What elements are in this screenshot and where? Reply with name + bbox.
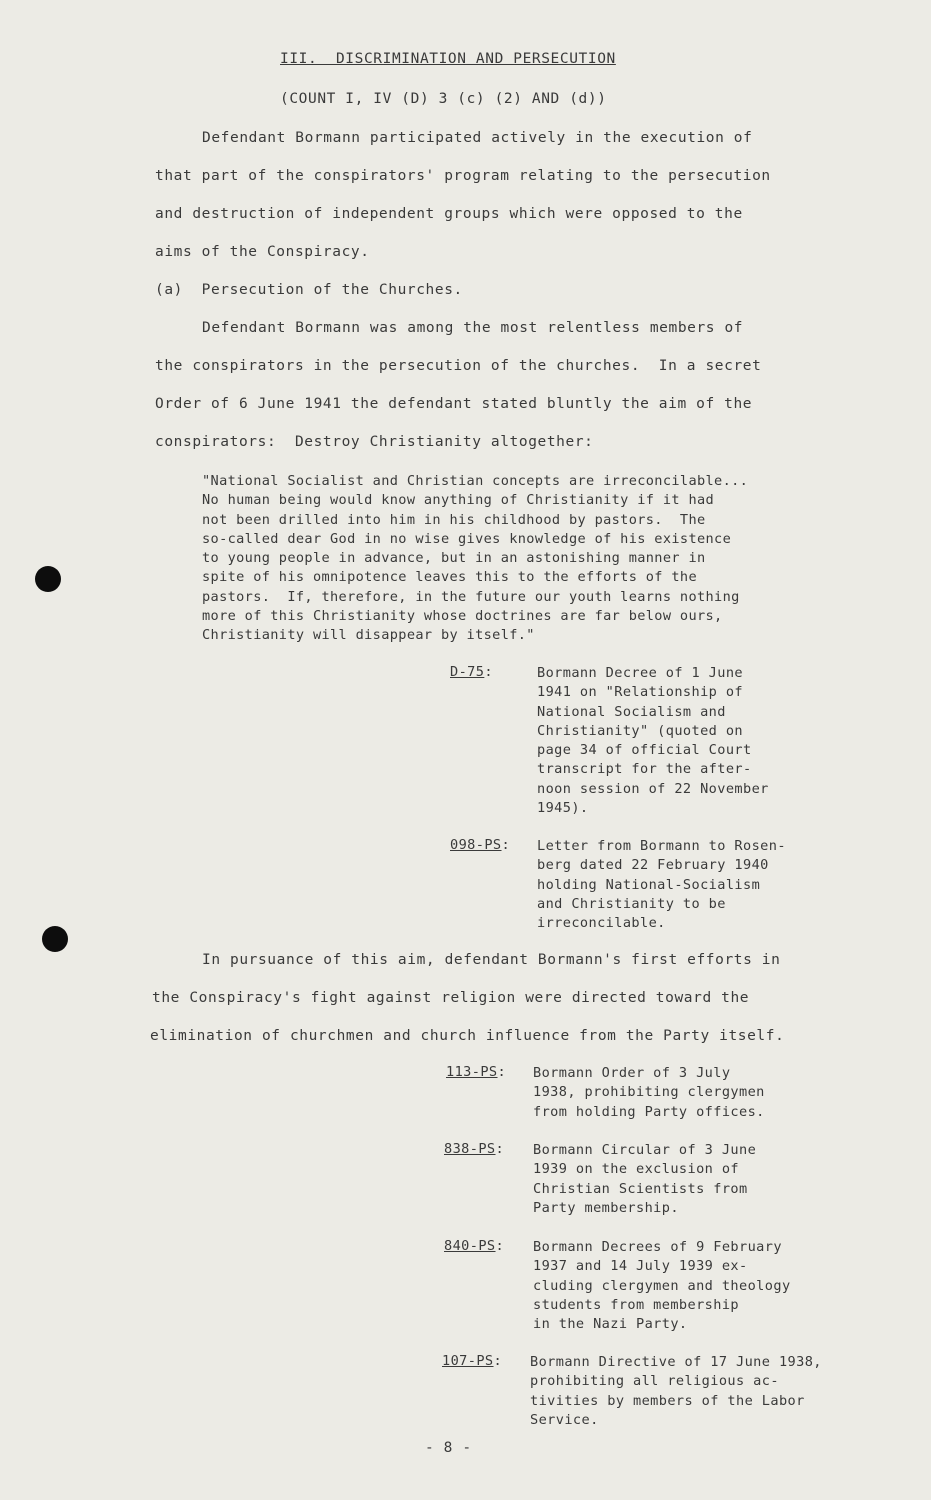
quote-line: to young people in advance, but in an astonishing manner in: [202, 550, 706, 567]
paragraph-line: Defendant Bormann was among the most relentless members of: [202, 320, 744, 336]
paragraph-line: and destruction of independent groups which were opposed to the: [155, 206, 743, 222]
citation-description: Bormann Order of 3 July 1938, prohibiting clergymen from holding Party offices.: [533, 1065, 765, 1120]
paragraph-line: Defendant Bormann participated actively in the execution of: [202, 130, 753, 146]
citation-code: 838-PS:: [444, 1141, 505, 1157]
section-subtitle: (COUNT I, IV (D) 3 (c) (2) AND (d)): [280, 91, 607, 107]
subsection-heading: (a) Persecution of the Churches.: [155, 282, 463, 298]
citation-code: 098-PS:: [450, 837, 511, 853]
paragraph-line: the Conspiracy's fight against religion were directed toward the: [152, 990, 750, 1006]
paragraph-line: Order of 6 June 1941 the defendant stated bluntly the aim of the: [155, 396, 753, 412]
citation-description: Bormann Directive of 17 June 1938, prohibiting all religious ac- tivities by members of the Labor Service.: [530, 1354, 822, 1428]
paragraph-line: that part of the conspirators' program relating to the persecution: [155, 168, 771, 184]
binder-hole: [35, 566, 61, 592]
binder-hole: [42, 926, 68, 952]
citation-code: 107-PS:: [442, 1353, 503, 1369]
citation-code: 840-PS:: [444, 1238, 505, 1254]
paragraph-line: conspirators: Destroy Christianity altogether:: [155, 434, 594, 450]
citation-code: 113-PS:: [446, 1064, 507, 1080]
citation-description: Letter from Bormann to Rosen- berg dated 22 February 1940 holding National-Socialism and Christianity to be irreconcilable.: [537, 838, 786, 932]
quote-line: No human being would know anything of Christianity if it had: [202, 492, 715, 509]
citation-code: D-75:: [450, 664, 493, 680]
quote-line: Christianity will disappear by itself.": [202, 627, 535, 644]
quote-line: pastors. If, therefore, in the future our youth learns nothing: [202, 588, 740, 605]
citation-description: Bormann Decrees of 9 February 1937 and 14 July 1939 ex- cluding clergymen and theology students from membership in the Nazi Party.: [533, 1239, 791, 1333]
paragraph-line: In pursuance of this aim, defendant Bormann's first efforts in: [202, 952, 781, 968]
paragraph-line: the conspirators in the persecution of the churches. In a secret: [155, 358, 762, 374]
citation-description: Bormann Decree of 1 June 1941 on "Relationship of National Socialism and Christianity" (quoted on page 34 of official Court transcript for the after- noon session of 22 November 1945).: [537, 665, 769, 817]
quote-line: not been drilled into him in his childhood by pastors. The: [202, 511, 706, 528]
quote-line: spite of his omnipotence leaves this to the efforts of the: [202, 569, 697, 586]
section-title: III. DISCRIMINATION AND PERSECUTION: [280, 51, 616, 67]
quote-line: "National Socialist and Christian concepts are irreconcilable...: [202, 473, 749, 489]
quote-line: more of this Christianity whose doctrines are far below ours,: [202, 608, 723, 625]
page-number: - 8 -: [425, 1440, 472, 1456]
paragraph-line: elimination of churchmen and church influence from the Party itself.: [150, 1028, 785, 1044]
block-quote: [202, 472, 822, 646]
citation-description: Bormann Circular of 3 June 1939 on the exclusion of Christian Scientists from Party membership.: [533, 1142, 757, 1216]
paragraph-line: aims of the Conspiracy.: [155, 244, 370, 260]
quote-line: so-called dear God in no wise gives knowledge of his existence: [202, 530, 732, 547]
